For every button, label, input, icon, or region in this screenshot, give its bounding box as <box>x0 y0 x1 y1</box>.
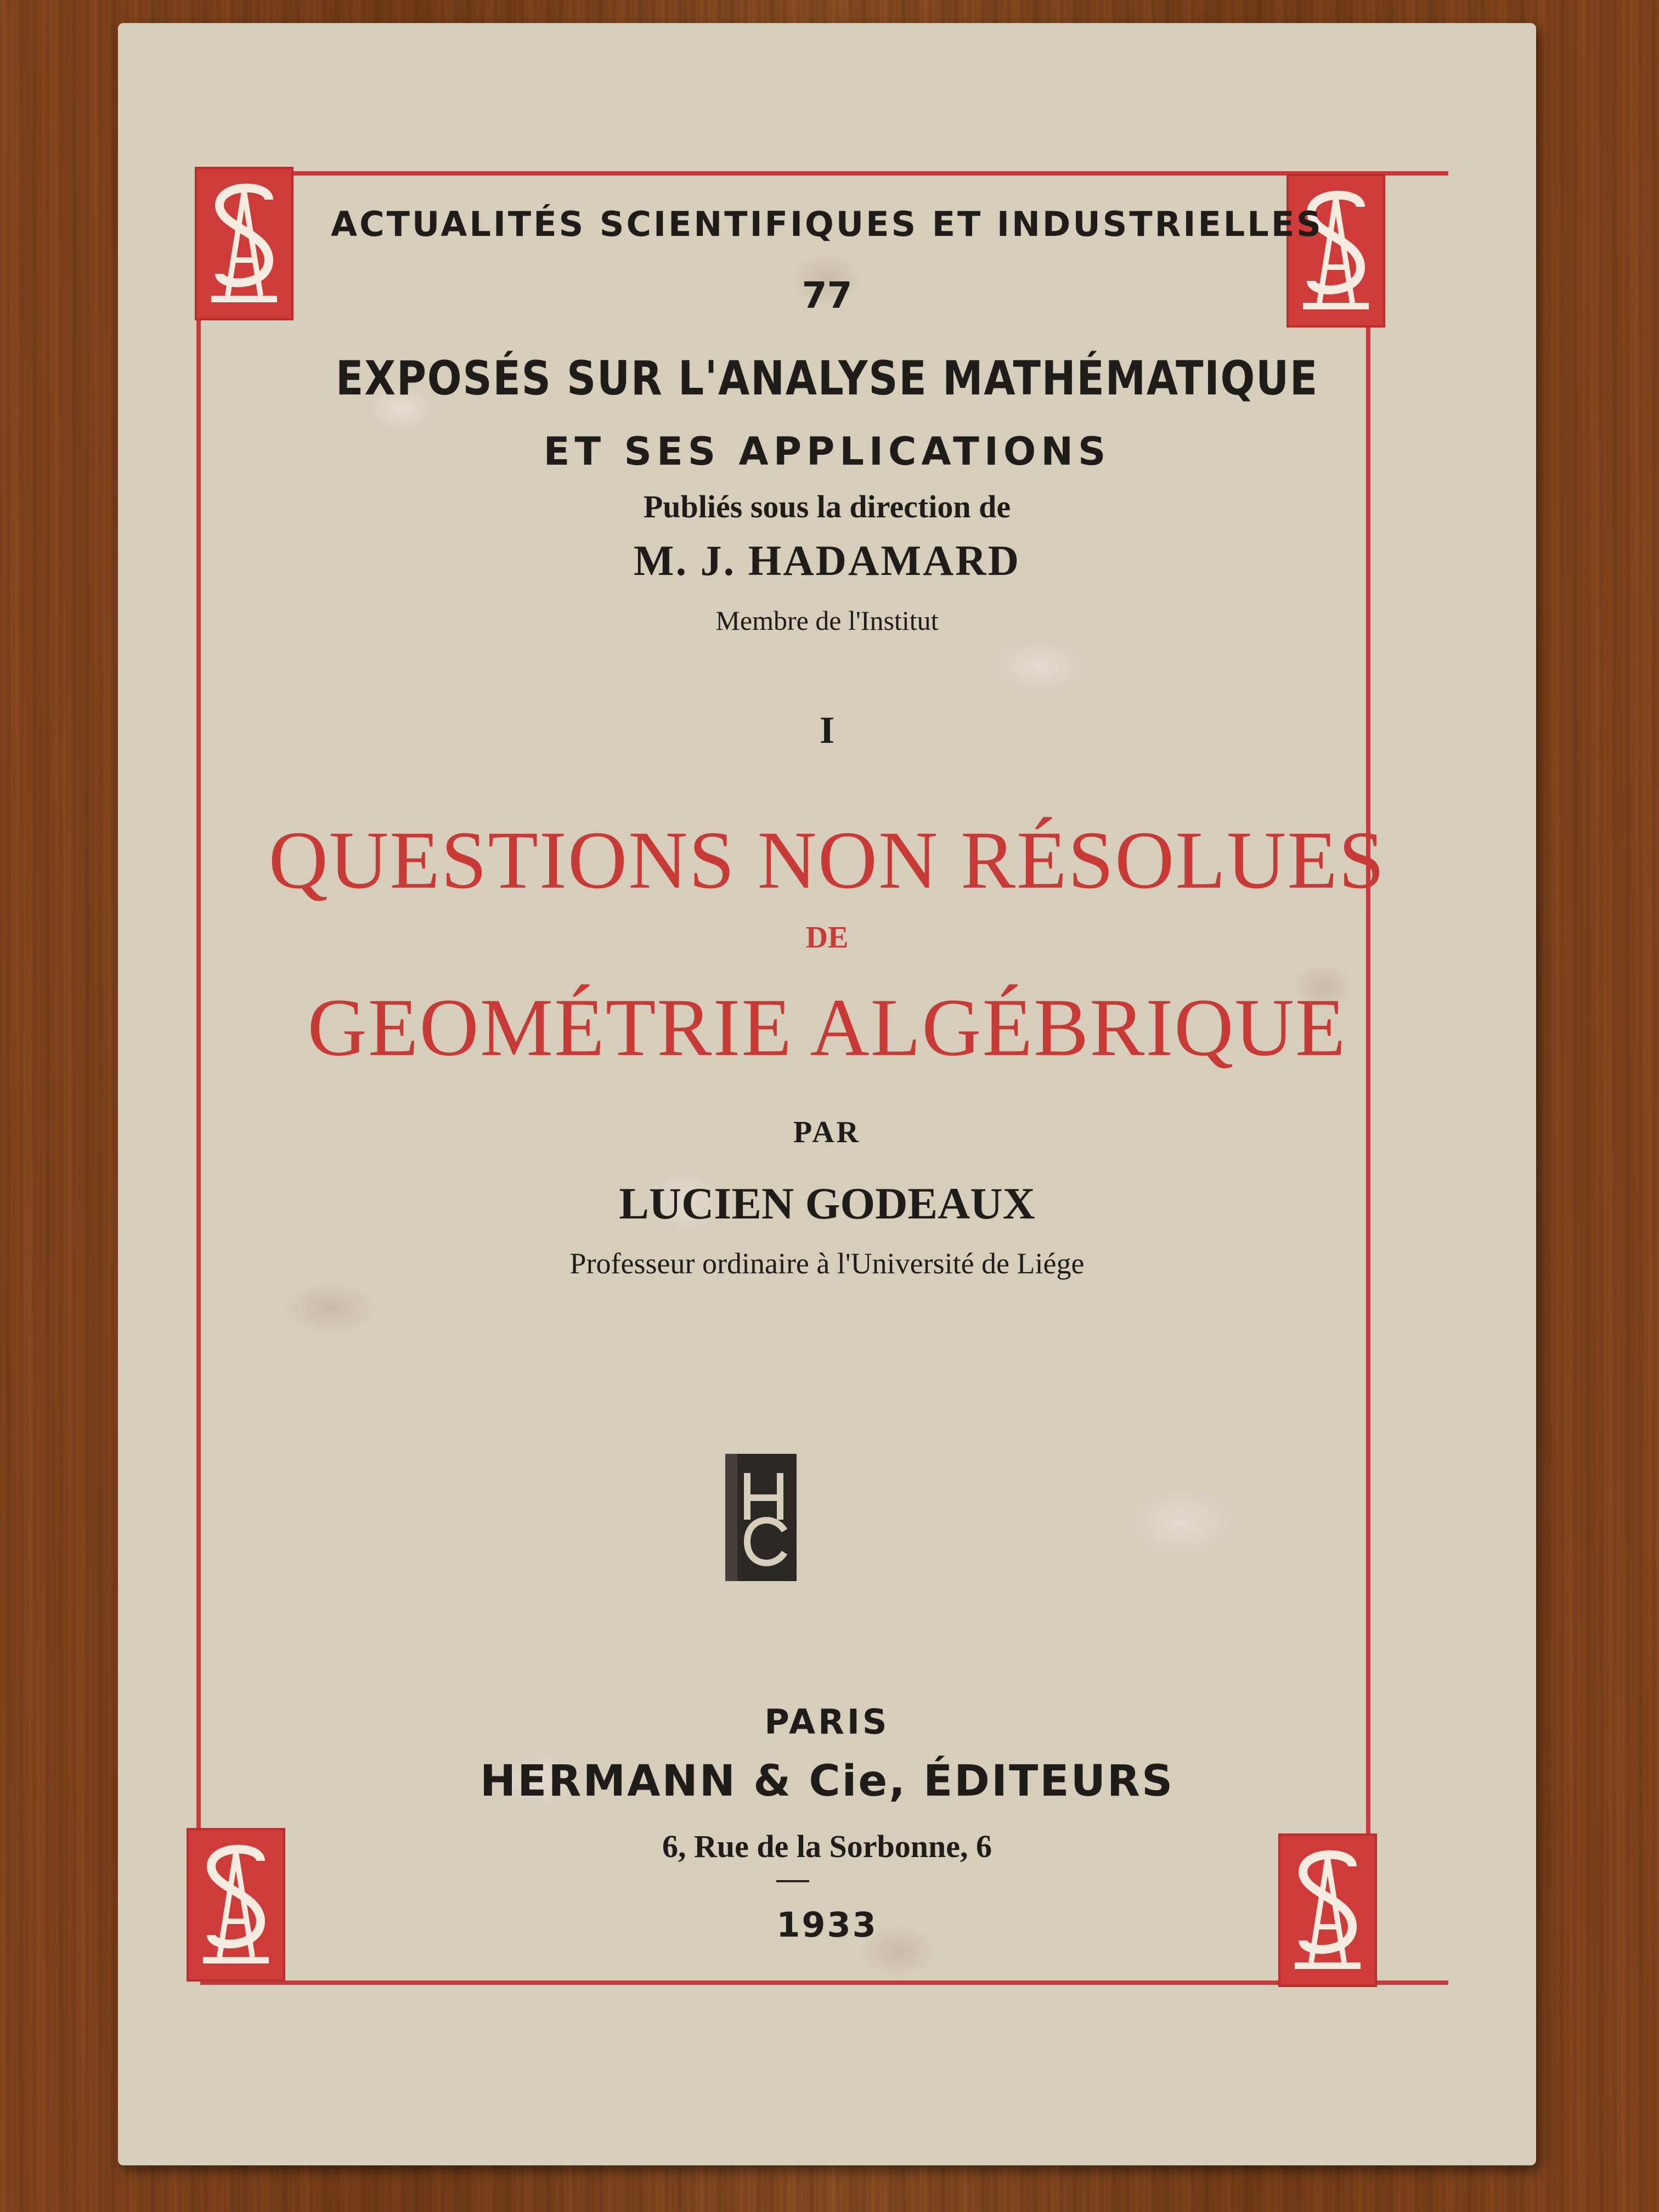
publisher-name: HERMANN & Cie, ÉDITEURS <box>479 1757 1175 1806</box>
author-title: Professeur ordinaire à l'Université de Liége <box>569 1247 1085 1280</box>
publisher-address: 6, Rue de la Sorbonne, 6 <box>662 1829 992 1864</box>
series-number: 77 <box>802 274 853 317</box>
by-label: PAR <box>793 1115 861 1149</box>
divider-rule <box>776 1880 809 1882</box>
director-title: Membre de l'Institut <box>715 605 939 636</box>
volume-number: I <box>819 709 835 752</box>
hermann-hc-logo-icon <box>725 1454 797 1581</box>
collection-subtitle: ET SES APPLICATIONS <box>543 429 1111 474</box>
book-title-line-1: QUESTIONS NON RÉSOLUES <box>268 815 1386 906</box>
book-title-connector: DE <box>805 921 849 955</box>
direction-line: Publiés sous la direction de <box>643 489 1011 524</box>
publisher-city: PARIS <box>764 1702 890 1742</box>
series-title: ACTUALITÉS SCIENTIFIQUES ET INDUSTRIELLES <box>331 204 1323 244</box>
frame-top-line <box>200 171 1448 176</box>
book-title-line-2: GEOMÉTRIE ALGÉBRIQUE <box>307 982 1347 1073</box>
collection-title: EXPOSÉS SUR L'ANALYSE MATHÉMATIQUE <box>335 351 1319 406</box>
frame-bottom-line <box>200 1980 1448 1985</box>
book-cover <box>118 23 1536 2165</box>
publication-year: 1933 <box>776 1905 878 1945</box>
author-name: LUCIEN GODEAUX <box>619 1178 1035 1228</box>
director-name: M. J. HADAMARD <box>634 537 1020 584</box>
